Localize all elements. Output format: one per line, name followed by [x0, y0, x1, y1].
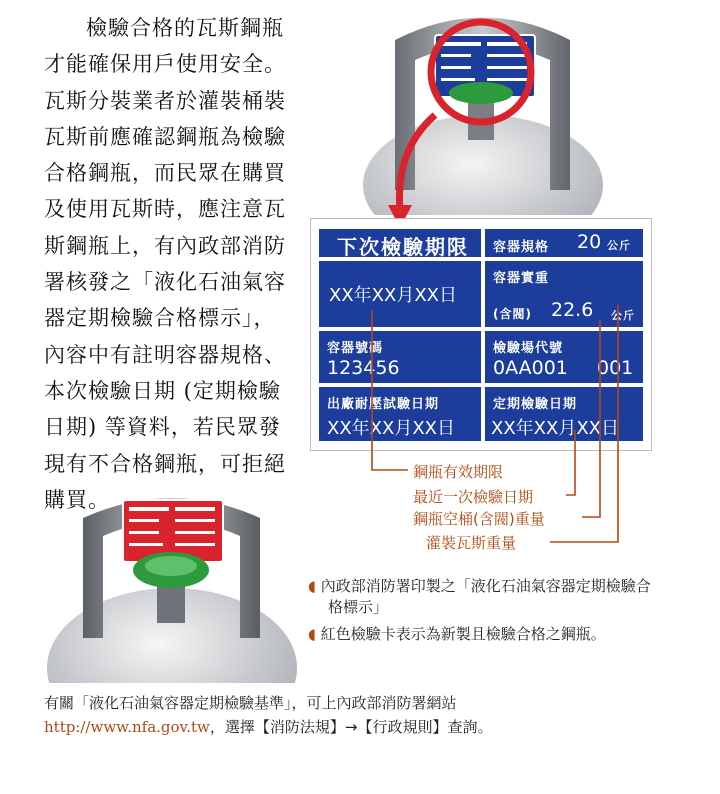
leader-last-inspection: [566, 430, 575, 495]
site-suffix: 001: [597, 357, 634, 379]
note-red-label: [308, 624, 658, 645]
next-inspection-title: 下次檢驗期限: [337, 235, 469, 259]
factory-test-date: XX年XX月XX日: [327, 418, 455, 439]
footer-line-2: [44, 716, 492, 737]
site-value: 0AA001: [493, 357, 568, 379]
note-blue-label-text: 內政部消防署印製之「液化石油氣容器定期檢驗合格標示」: [320, 577, 651, 616]
tare-value: 22.6: [551, 299, 594, 321]
spec-cell: [485, 229, 643, 257]
legend-tare-weight: 鋼瓶空桶(含閥)重量: [413, 510, 545, 528]
pointer-arrow: [380, 110, 440, 230]
intro-line: 器定期檢驗合格標示」，: [44, 306, 276, 331]
intro-line: 內容中有註明容器規格、: [44, 342, 286, 367]
leader-validity: [372, 310, 408, 470]
legend-gas-weight: 灌裝瓦斯重量: [426, 534, 517, 552]
spec-unit: 公斤: [607, 239, 631, 252]
note-blue-label: [308, 576, 658, 618]
intro-line: 現有不合格鋼瓶，可拒絕: [44, 451, 286, 476]
nfa-url-link[interactable]: http://www.nfa.gov.tw: [44, 718, 210, 736]
intro-line: 斯鋼瓶上，有內政部消防: [44, 233, 286, 258]
left-arrow-bullet-icon: ◖: [308, 625, 316, 643]
intro-line: 署核發之「液化石油氣容: [44, 270, 286, 295]
intro-line: 瓦斯前應確認鋼瓶為檢驗: [44, 124, 286, 149]
tare-sub: (含閥): [493, 307, 532, 321]
intro-line: 本次檢驗日期 (定期檢驗: [44, 378, 281, 403]
leader-tare: [582, 320, 600, 517]
intro-line: 日期) 等資料，若民眾發: [44, 415, 281, 440]
intro-line: 購買。: [44, 487, 110, 512]
serial-value: 123456: [327, 357, 400, 379]
intro-line: 才能確保用戶使用安全。: [44, 52, 286, 77]
note-red-label-text: 紅色檢驗卡表示為新製且檢驗合格之鋼瓶。: [320, 625, 606, 643]
spec-label: 容器規格: [493, 240, 550, 255]
intro-paragraph: [44, 10, 306, 518]
site-label: 檢驗場代號: [493, 341, 564, 356]
footer-line-1: 有關「液化石油氣容器定期檢驗基準」，可上內政部消防署網站: [44, 694, 457, 712]
legend-validity: 鋼瓶有效期限: [413, 463, 504, 481]
next-inspection-date: XX年XX月XX日: [329, 285, 457, 306]
tare-unit: 公斤: [611, 309, 635, 322]
factory-test-label: 出廠耐壓試驗日期: [327, 397, 440, 412]
intro-line: 檢驗合格的瓦斯鋼瓶: [86, 16, 284, 40]
left-arrow-bullet-icon: ◖: [308, 577, 316, 595]
intro-line: 合格鋼瓶，而民眾在購買: [44, 161, 286, 186]
footer-line-2-rest: ，選擇【消防法規】→【行政規則】查詢。: [209, 718, 493, 736]
periodic-inspection-label: 定期檢驗日期: [493, 397, 578, 412]
next-inspection-cell: [319, 229, 481, 257]
intro-line: 及使用瓦斯時，應注意瓦: [44, 197, 286, 222]
spec-value: 20: [577, 231, 602, 253]
tare-label: 容器實重: [493, 271, 550, 286]
leader-gas: [550, 305, 618, 542]
legend-last-inspection: 最近一次檢驗日期: [413, 488, 534, 506]
bottom-cylinder-illustration: [45, 478, 300, 683]
serial-label: 容器號碼: [327, 341, 384, 356]
periodic-inspection-date: XX年XX月XX日: [491, 418, 619, 439]
intro-line: 瓦斯分裝業者於灌裝桶裝: [44, 88, 286, 113]
valve-handwheel: [449, 82, 513, 104]
